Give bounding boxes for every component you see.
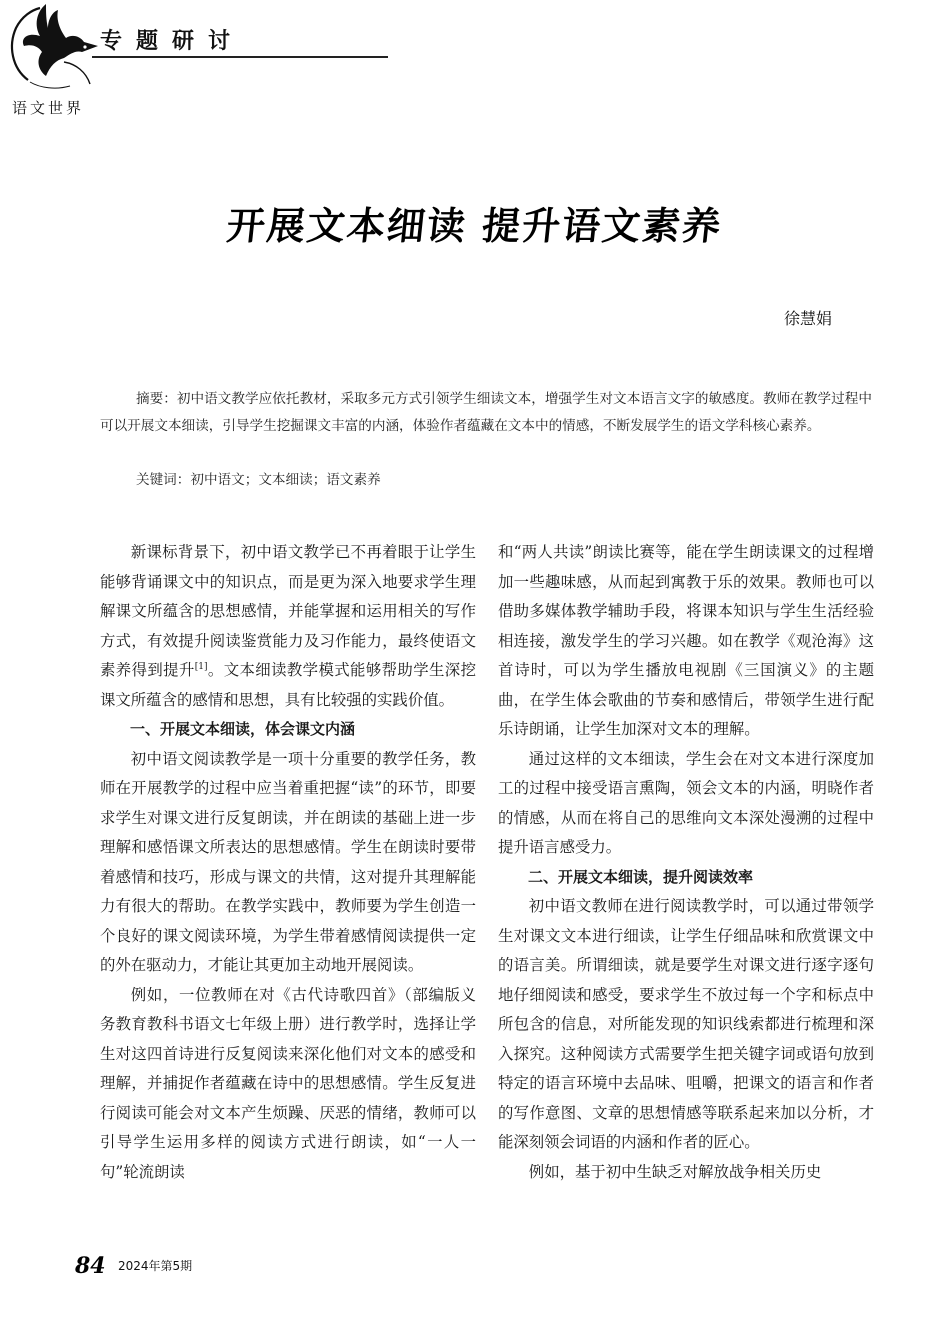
intro-text-a: 新课标背景下，初中语文教学已不再着眼于让学生能够背诵课文中的知识点，而是更为深入地要求学生理解课文所蕴含的思想感情，并能掌握和运用相关的写作方式，有效提升阅读鉴赏能力及习作能力，最终使语文素养得到提升 xyxy=(100,543,476,679)
section1-paragraph-2-continued: 和“两人共读”朗读比赛等，能在学生朗读课文的过程增加一些趣味感，从而起到寓教于乐的效果。教师也可以借助多媒体教学辅助手段，将课本知识与学生生活经验相连接，激发学生的学习兴趣。如在教学《观沧海》这首诗时，可以为学生播放电视剧《三国演义》的主题曲，在学生体会歌曲的节奏和感情后，带领学生进行配乐诗朗诵，让学生加深对文本的理解。 xyxy=(498,543,874,738)
intro-paragraph xyxy=(100,538,476,715)
section1-heading: 一、开展文本细读，体会课文内涵 xyxy=(130,720,356,738)
section1-paragraph-3: 通过这样的文本细读，学生会在对文本进行深度加工的过程中接受语言熏陶，领会文本的内涵，明晓作者的情感，从而在将自己的思维向文本深处漫溯的过程中提升语言感受力。 xyxy=(498,749,874,856)
article-author: 徐慧娟 xyxy=(783,309,832,328)
page-number: 84 xyxy=(75,1253,106,1279)
journal-name: 语文世界 xyxy=(12,99,85,117)
section2-paragraph-1: 初中语文教师在进行阅读教学时，可以通过带领学生对课文文本进行细读，让学生仔细品味和欣赏课文中的语言美。所谓细读，就是要学生对课文进行逐字逐句地仔细阅读和感受，要求学生不放过每一个字和标点中所包含的信息，对所能发现的知识线索都进行梳理和深入探究。这种阅读方式需要学生把关键字词或语句放到特定的语言环境中去品味、咀嚼，把课文的语言和作者的写作意图、文章的思想情感等联系起来加以分析，才能深刻领会词语的内涵和作者的匠心。 xyxy=(498,897,874,1151)
intro-text-b: 。文本细读教学模式能够帮助学生深挖课文所蕴含的感情和思想，具有比较强的实践价值。 xyxy=(100,661,476,709)
dove-logo-icon xyxy=(6,2,106,92)
section1-paragraph-2: 例如，一位教师在对《古代诗歌四首》（部编版义务教育教科书语文七年级上册）进行教学时，选择让学生对这四首诗进行反复阅读来深化他们对文本的感受和理解，并捕捉作者蕴藏在诗中的思想感情。学生反复进行阅读可能会对文本产生烦躁、厌恶的情绪，教师可以引导学生运用多样的阅读方式进行朗读，如“一人一句”轮流朗读 xyxy=(100,985,476,1181)
section1-paragraph-1: 初中语文阅读教学是一项十分重要的教学任务，教师在开展教学的过程中应当着重把握“读”的环节，即要求学生对课文进行反复朗读，并在朗读的基础上进一步理解和感悟课文所表达的思想感情。学生在朗读时要带着感情和技巧，形成与课文的共情，这对提升其理解能力有很大的帮助。在教学实践中，教师要为学生创造一个良好的课文阅读环境，为学生带着感情阅读提供一定的外在驱动力，才能让其更加主动地开展阅读。 xyxy=(100,749,476,974)
journal-logo xyxy=(6,2,106,92)
article-title: 开展文本细读 提升语文素养 xyxy=(224,204,725,249)
article-abstract: 摘要：初中语文教学应依托教材，采取多元方式引领学生细读文本，增强学生对文本语言文字的敏感度。教师在教学过程中可以开展文本细读，引导学生挖掘课文丰富的内涵，体验作者蕴藏在文本中的情感，不断发展学生的语文学科核心素养。 xyxy=(100,391,872,434)
issue-label: 2024年第5期 xyxy=(118,1259,193,1273)
body-column-left xyxy=(100,538,476,1187)
column-name: 专题研讨 xyxy=(100,29,245,54)
body-column-right xyxy=(498,538,874,1187)
header-divider xyxy=(92,56,388,58)
citation-ref: [1] xyxy=(194,661,208,672)
section2-paragraph-2: 例如，基于初中生缺乏对解放战争相关历史 xyxy=(528,1162,822,1181)
section2-heading: 二、开展文本细读，提升阅读效率 xyxy=(528,867,754,886)
article-keywords: 关键词：初中语文；文本细读；语文素养 xyxy=(136,472,381,488)
